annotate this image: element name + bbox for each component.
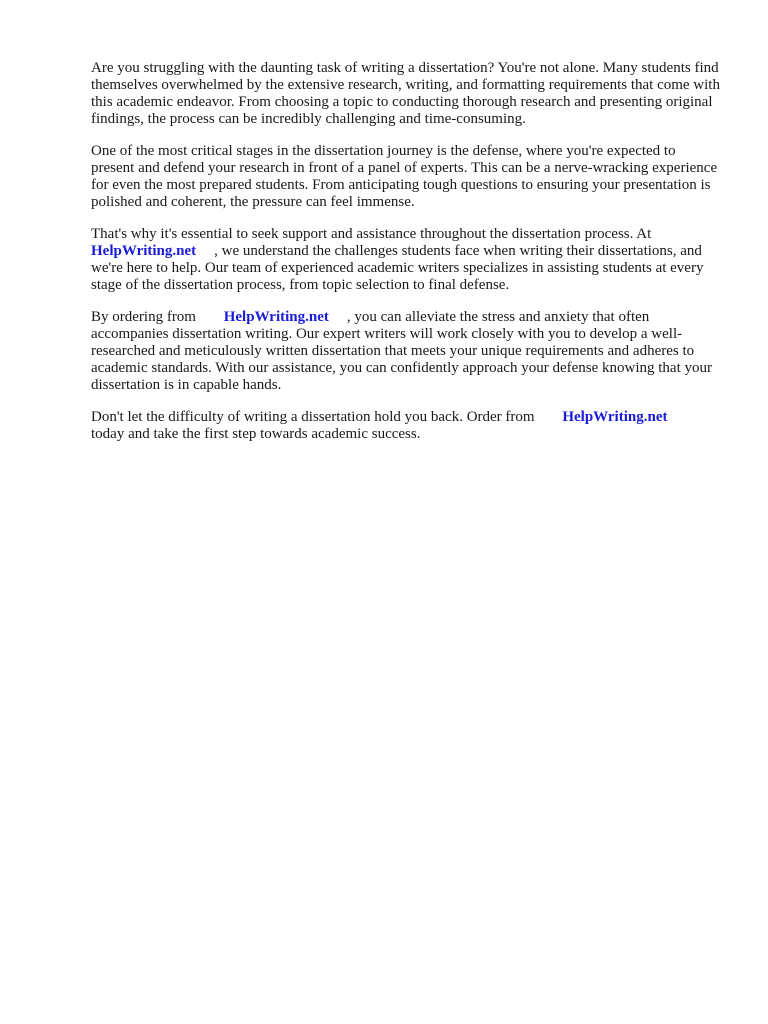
paragraph-defense — [91, 143, 721, 211]
paragraph-intro — [91, 60, 721, 128]
helpwriting-link-2[interactable]: HelpWriting.net — [223, 309, 329, 325]
document-page — [91, 60, 721, 458]
paragraph-ordering — [91, 309, 721, 394]
helpwriting-link-1[interactable]: HelpWriting.net — [91, 243, 197, 259]
paragraph-intro-text: Are you struggling with the daunting task of writing a dissertation? You're not alone. Many students find themselves overwhelmed by the extensive research, writing, and formatting requirements that come with this academic endeavor. From choosing a topic to conducting thorough research and presenting original findings, the process can be incredibly challenging and time-consuming. — [91, 60, 720, 127]
paragraph-defense-text: One of the most critical stages in the dissertation journey is the defense, where you're expected to present and defend your research in front of a panel of experts. This can be a nerve-wracking experience for even the most prepared students. From anticipating tough questions to ensuring your presentation is polished and coherent, the pressure can feel immense. — [91, 143, 718, 210]
paragraph-ordering-text-after: , you can alleviate the stress and anxiety that often accompanies dissertation writing. Our expert writers will work closely with you to develop a well-researched and meticulously written dissertation that meets your unique requirements and adheres to academic standards. With our assistance, you can confidently approach your defense knowing that your dissertation is in capable hands. — [91, 309, 713, 393]
paragraph-closing — [91, 409, 721, 443]
paragraph-ordering-text-before: By ordering from — [91, 309, 196, 325]
paragraph-support-text-before: That's why it's essential to seek support and assistance throughout the dissertation process. At — [91, 226, 652, 242]
paragraph-closing-text-after: today and take the first step towards academic success. — [91, 426, 421, 442]
paragraph-support-text-after: , we understand the challenges students face when writing their dissertations, and we're here to help. Our team of experienced academic writers specializes in assisting students at every stage of the dissertation process, from topic selection to final defense. — [91, 243, 704, 293]
paragraph-support — [91, 226, 721, 294]
helpwriting-link-3[interactable]: HelpWriting.net — [562, 409, 668, 425]
paragraph-closing-text-before: Don't let the difficulty of writing a dissertation hold you back. Order from — [91, 409, 535, 425]
